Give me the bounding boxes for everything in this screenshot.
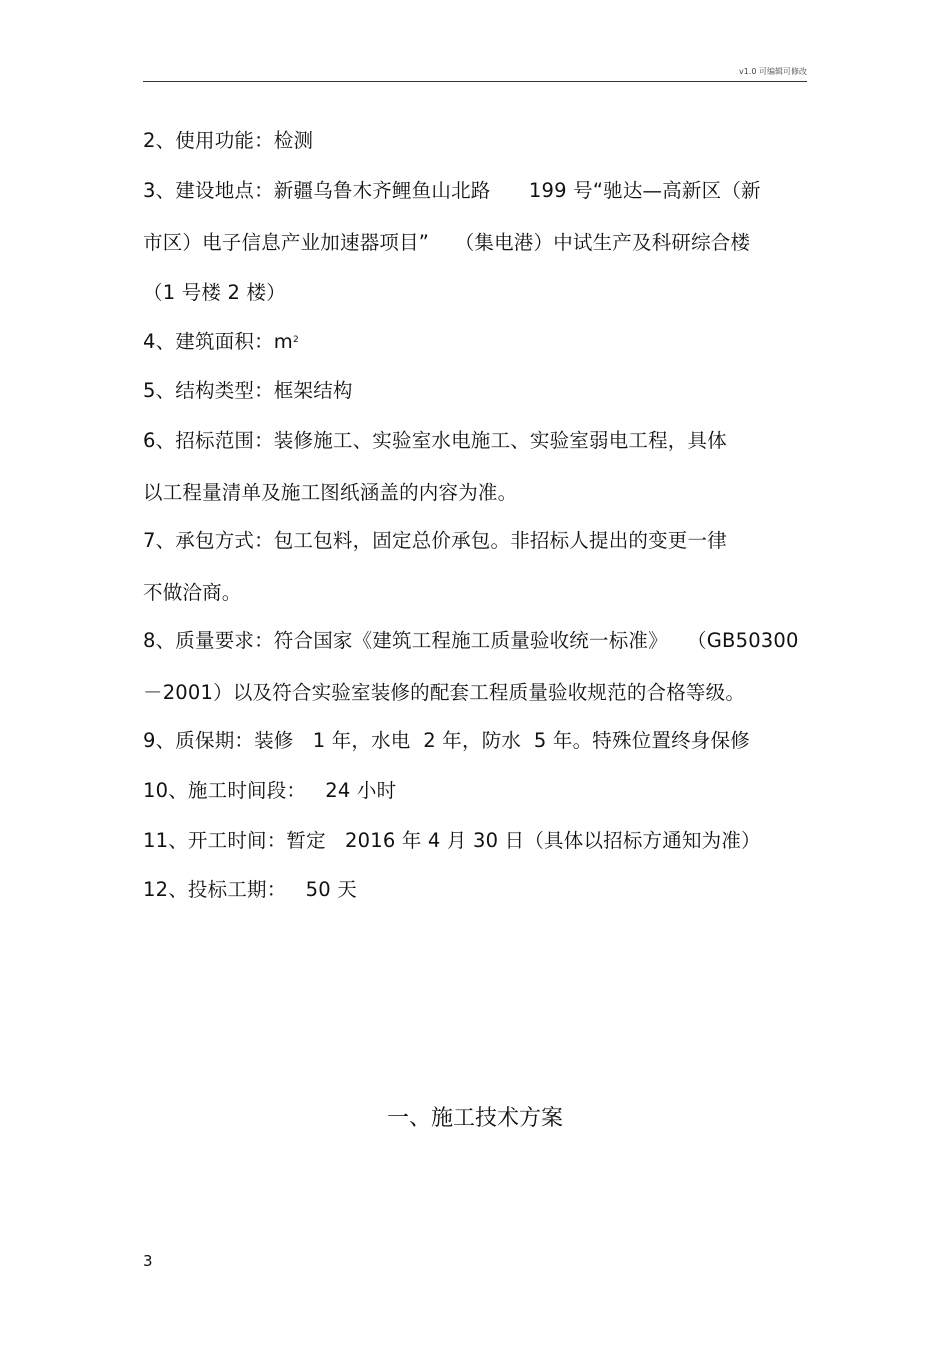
item-location-cont-1: 市区）电子信息产业加速器项目” （集电港）中试生产及科研综合楼 xyxy=(143,231,751,254)
item-quality-cont: －2001）以及符合实验室装修的配套工程质量验收规范的合格等级。 xyxy=(143,681,746,704)
item-contract-cont: 不做洽商。 xyxy=(143,581,242,604)
page-number: 3 xyxy=(143,1252,153,1270)
area-unit-superscript: 2 xyxy=(293,335,299,345)
item-scope-cont: 以工程量清单及施工图纸涵盖的内容为准。 xyxy=(143,481,518,504)
item-scope: 6、招标范围：装修施工、实验室水电施工、实验室弱电工程，具体 xyxy=(143,429,727,452)
item-area-text: 4、建筑面积：m xyxy=(143,330,294,353)
item-contract: 7、承包方式：包工包料，固定总价承包。非招标人提出的变更一律 xyxy=(143,529,727,552)
item-work-hours: 10、施工时间段： 24 小时 xyxy=(143,779,397,802)
section-heading: 一、施工技术方案 xyxy=(386,1106,563,1131)
header-divider xyxy=(143,81,807,82)
item-area xyxy=(143,329,299,355)
header-version-note: v1.0 可编辑可修改 xyxy=(739,67,807,76)
item-start-date: 11、开工时间：暂定 2016 年 4 月 30 日（具体以招标方通知为准） xyxy=(143,829,761,852)
item-warranty: 9、质保期：装修 1 年，水电 2 年，防水 5 年。特殊位置终身保修 xyxy=(143,729,750,752)
item-location-cont-2: （1 号楼 2 楼） xyxy=(143,281,286,304)
item-structure: 5、结构类型：框架结构 xyxy=(143,379,353,402)
item-location: 3、建设地点：新疆乌鲁木齐鲤鱼山北路 199 号“驰达—高新区（新 xyxy=(143,179,761,202)
item-quality: 8、质量要求：符合国家《建筑工程施工质量验收统一标准》 （GB50300 xyxy=(143,629,799,652)
item-duration: 12、投标工期： 50 天 xyxy=(143,878,357,901)
item-usage: 2、使用功能：检测 xyxy=(143,129,314,152)
